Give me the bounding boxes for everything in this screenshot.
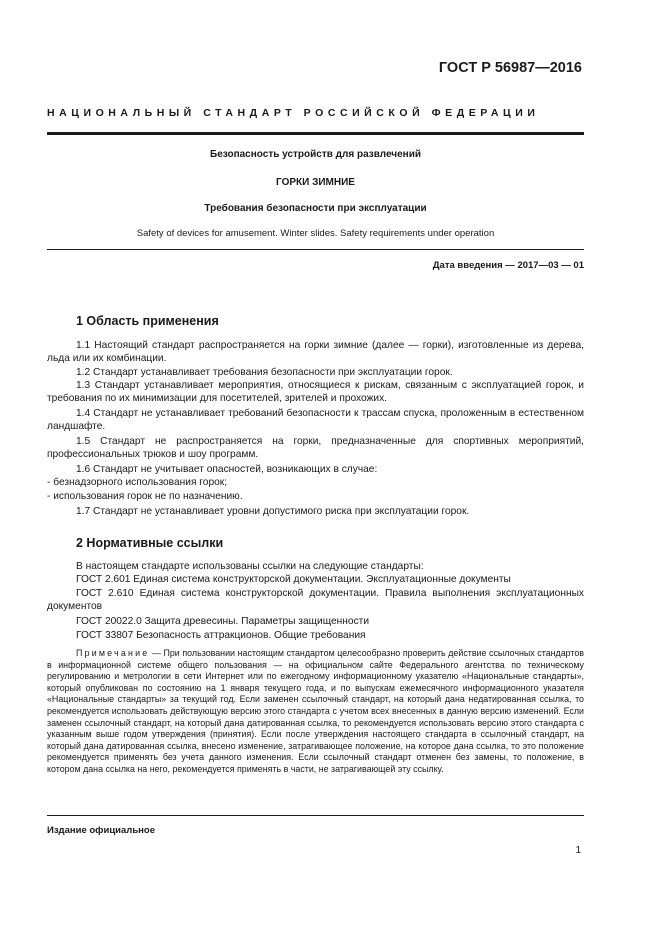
reference-item: ГОСТ 20022.0 Защита древесины. Параметры защищенности bbox=[76, 616, 370, 627]
reference-item: ГОСТ 2.601 Единая система конструкторской документации. Эксплуатационные документы bbox=[76, 574, 511, 585]
paragraph-1-3: 1.3 Стандарт устанавливает мероприятия, относящиеся к рискам, связанным с эксплуатацией горок, и требования по их минимизации для посетителей, зрителей и прохожих. bbox=[47, 380, 584, 405]
date-of-introduction: Дата введения — 2017—03 — 01 bbox=[432, 260, 584, 271]
document-number: ГОСТ Р 56987—2016 bbox=[438, 60, 582, 76]
paragraph-1-6: 1.6 Стандарт не учитывает опасностей, возникающих в случае: bbox=[76, 464, 378, 475]
paragraph-1-2: 1.2 Стандарт устанавливает требования безопасности при эксплуатации горок. bbox=[76, 367, 453, 378]
paragraph-1-5: 1.5 Стандарт не распространяется на горки, предназначенные для спортивных мероприятий, профессиональных трюков и шоу программ. bbox=[47, 436, 584, 461]
note-text: — При пользовании настоящим стандартом целесообразно проверить действие ссылочных стандартов в информационной системе общего пользования — на официальном сайте Федерального агентства по техническому регулированию и метрологии в сети Интернет или по ежегодному информационному указателю «Национальные стандарты», который опубликован по состоянию на 1 января текущего года, и по выпускам ежемесячного информационного указателя «Национальные стандарты» за текущий год. Если заменен ссылочный стандарт, на который дана недатированная ссылка, то рекомендуется использовать действующую версию этого стандарта с учетом всех внесенных в данную версию изменений. Если заменен ссылочный стандарт, на который дана датированная ссылка, то рекомендуется использовать версию этого стандарта с указанным выше годом утверждения (принятия). Если после утверждения настоящего стандарта в ссылочный стандарт, на который дана датированная ссылка, внесено изменение, затрагивающее положение, на которое дана ссылка, то это положение рекомендуется применять без учета данного изменения. Если ссылочный стандарт отменен без замены, то положение, в котором дана ссылка на него, рекомендуется применять в части, не затрагивающей эту ссылку. bbox=[47, 648, 584, 774]
references-intro: В настоящем стандарте использованы ссылки на следующие стандарты: bbox=[76, 561, 424, 572]
note-label: Примечание bbox=[76, 648, 150, 658]
sub-title: Требования безопасности при эксплуатации bbox=[204, 203, 427, 214]
section-2-heading: 2 Нормативные ссылки bbox=[76, 536, 224, 550]
paragraph-1-1: 1.1 Настоящий стандарт распространяется на горки зимние (далее — горки), изготовленные из дерева, льда или их комбинации. bbox=[47, 340, 584, 365]
paragraph-1-4: 1.4 Стандарт не устанавливает требований безопасности к трассам спуска, проложенным в естественном ландшафте. bbox=[47, 408, 584, 433]
reference-item: ГОСТ 33807 Безопасность аттракционов. Общие требования bbox=[76, 630, 366, 641]
reference-note bbox=[47, 648, 584, 776]
paragraph-1-7: 1.7 Стандарт не устанавливает уровни допустимого риска при эксплуатации горок. bbox=[76, 506, 470, 517]
english-title: Safety of devices for amusement. Winter slides. Safety requirements under operation bbox=[136, 228, 495, 239]
list-item: - использования горок не по назначению. bbox=[47, 491, 243, 502]
list-item: - безнадзорного использования горок; bbox=[47, 477, 228, 488]
edition-label: Издание официальное bbox=[47, 825, 155, 836]
national-standard-banner: НАЦИОНАЛЬНЫЙ СТАНДАРТ РОССИЙСКОЙ ФЕДЕРАЦИИ bbox=[47, 107, 540, 119]
title-rule bbox=[47, 249, 584, 250]
section-1-heading: 1 Область применения bbox=[76, 314, 219, 328]
group-title: Безопасность устройств для развлечений bbox=[210, 149, 421, 160]
header-rule bbox=[47, 132, 584, 135]
page-number: 1 bbox=[575, 845, 581, 856]
main-title: ГОРКИ ЗИМНИЕ bbox=[276, 177, 355, 188]
reference-item: ГОСТ 2.610 Единая система конструкторской документации. Правила выполнения эксплуатационных документов bbox=[47, 588, 584, 613]
footer-rule bbox=[47, 815, 584, 816]
